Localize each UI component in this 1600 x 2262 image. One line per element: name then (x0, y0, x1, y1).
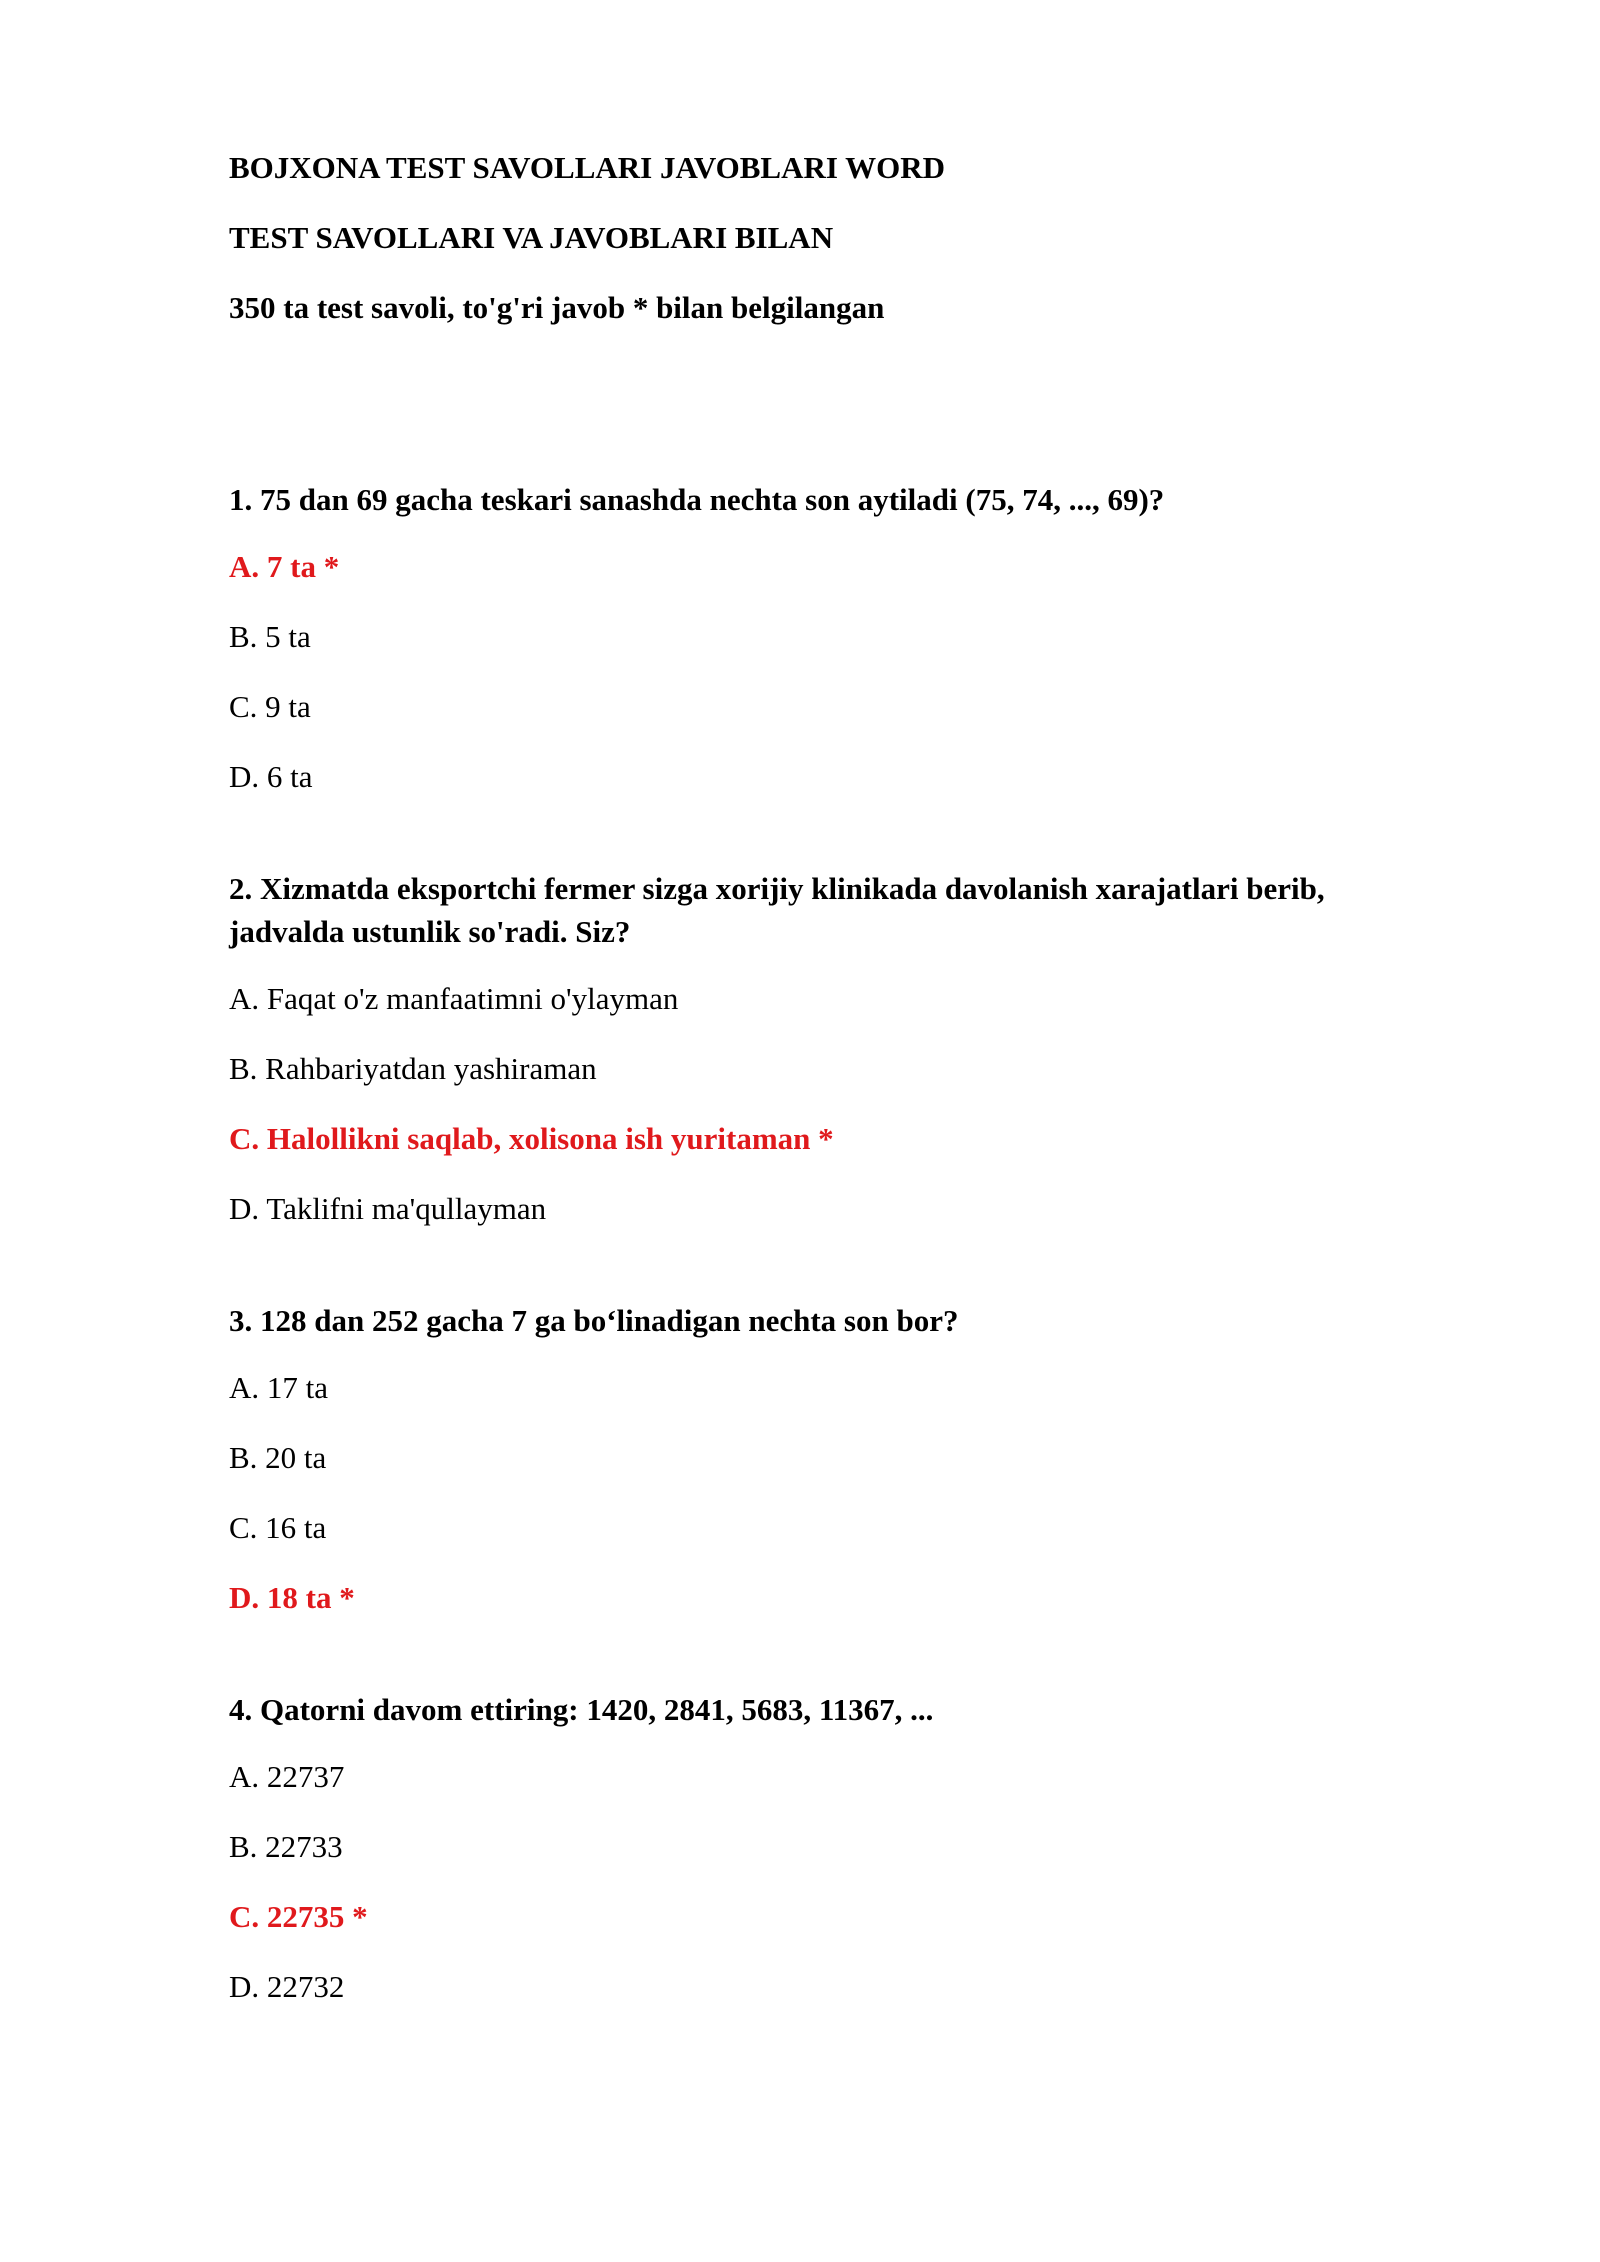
document-content (229, 148, 1379, 2077)
document-header (229, 148, 1379, 328)
document-note: 350 ta test savoli, to'g'ri javob * bilan belgilangan (229, 290, 885, 325)
option-b: B. 5 ta (229, 619, 311, 654)
question-4 (229, 1688, 1379, 2007)
option-b: B. 20 ta (229, 1440, 327, 1475)
option-a: A. 17 ta (229, 1370, 329, 1405)
question-text: 3. 128 dan 252 gacha 7 ga bo‘linadigan nechta son bor? (229, 1303, 959, 1338)
question-1 (229, 478, 1379, 797)
option-d: D. Taklifni ma'qullayman (229, 1191, 547, 1226)
option-c: C. 22735 * (229, 1899, 368, 1934)
option-a: A. 22737 (229, 1759, 345, 1794)
option-c: C. Halollikni saqlab, xolisona ish yuritaman * (229, 1121, 834, 1156)
option-c: C. 9 ta (229, 689, 311, 724)
option-a: A. 7 ta * (229, 549, 340, 584)
option-d: D. 18 ta * (229, 1580, 355, 1615)
document-subtitle: TEST SAVOLLARI VA JAVOBLARI BILAN (229, 220, 834, 255)
question-3 (229, 1299, 1379, 1618)
option-c: C. 16 ta (229, 1510, 327, 1545)
option-b: B. Rahbariyatdan yashiraman (229, 1051, 597, 1086)
option-b: B. 22733 (229, 1829, 343, 1864)
question-text: 4. Qatorni davom ettiring: 1420, 2841, 5683, 11367, ... (229, 1692, 934, 1727)
option-a: A. Faqat o'z manfaatimni o'ylayman (229, 981, 679, 1016)
question-text: 1. 75 dan 69 gacha teskari sanashda nechta son aytiladi (75, 74, ..., 69)? (229, 482, 1165, 517)
question-text: 2. Xizmatda eksportchi fermer sizga xorijiy klinikada davolanish xarajatlari berib, jadvalda ustunlik so'radi. Siz? (229, 871, 1325, 949)
option-d: D. 6 ta (229, 759, 313, 794)
document-title: BOJXONA TEST SAVOLLARI JAVOBLARI WORD (229, 150, 945, 185)
option-d: D. 22732 (229, 1969, 345, 2004)
question-2 (229, 867, 1379, 1229)
